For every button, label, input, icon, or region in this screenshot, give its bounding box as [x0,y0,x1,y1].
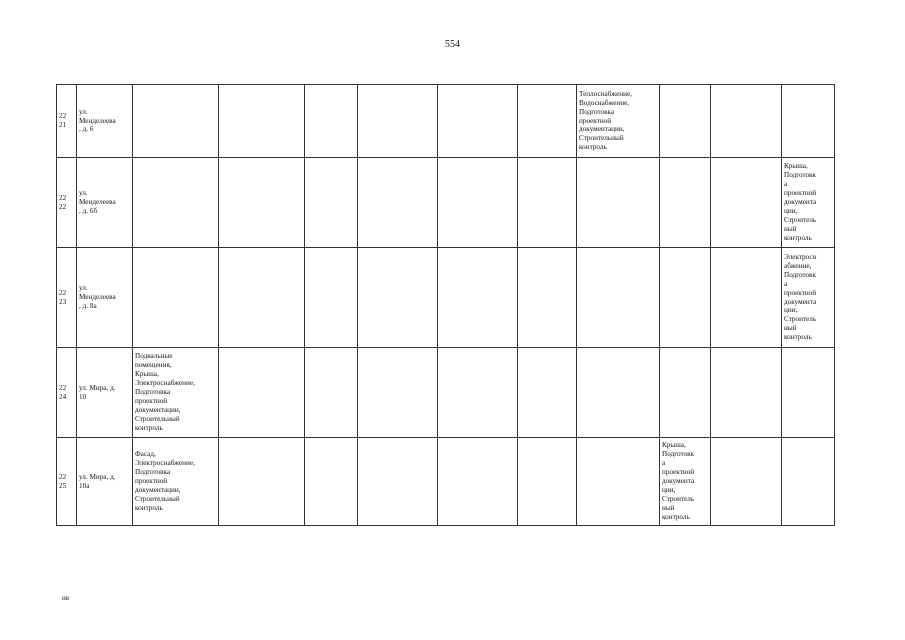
cell-line: Электросн [784,252,817,261]
work-cell [711,158,782,248]
row-number-cell [57,85,77,158]
cell-line: Крыша, [662,441,686,450]
table-row [57,348,835,438]
cell-line: контроль [784,333,812,342]
work-cell [518,85,577,158]
table-row [57,438,835,526]
work-cell [305,438,358,526]
cell-line: ул. [79,189,88,198]
work-cell [305,248,358,348]
cell-line: контроль [579,143,607,152]
cell-line: Подготовк [784,171,817,180]
cell-line: проектной [579,116,612,125]
cell-line: документации, [579,125,625,134]
cell-line: 22 [59,472,67,481]
address-cell [77,85,133,158]
cell-line: Подготовка [135,388,171,397]
table-row [57,248,835,348]
work-cell [438,348,518,438]
cell-line: Электроснабжение, [135,459,195,468]
cell-line: помещения, [135,361,172,370]
cell-line: 25 [59,481,67,490]
work-cell [358,438,438,526]
table-row [57,158,835,248]
work-cell [782,438,835,526]
cell-line: Подвальные [135,352,173,361]
cell-line: 22 [59,288,67,297]
cell-line: 10а [79,481,90,490]
cell-line: контроль [784,233,812,242]
work-cell [358,158,438,248]
cell-line: 24 [59,392,67,401]
cell-line: Строительный [135,414,180,423]
cell-line: Водоснабжение, [579,98,630,107]
cell-line: проектной [135,396,168,405]
address-cell [77,438,133,526]
cell-line: Подготовка [135,468,171,477]
work-cell [782,248,835,348]
work-cell [133,438,219,526]
work-cell [133,348,219,438]
work-cell [219,248,305,348]
work-cell [219,158,305,248]
cell-line: ции, [784,306,798,315]
work-cell [438,248,518,348]
work-cell [711,85,782,158]
work-cell [660,158,711,248]
cell-line: Менделеева [79,293,116,302]
cell-line: Теплоснабжение, [579,89,632,98]
work-cell [518,158,577,248]
cell-line: ции, [784,206,798,215]
row-number-cell [57,248,77,348]
cell-line: Строительный [135,494,180,503]
work-cell [660,248,711,348]
cell-line: , д. 8а [79,301,97,310]
cell-line: а [784,279,788,288]
cell-line: ул. [79,107,88,116]
cell-line: а [784,180,788,189]
address-cell [77,348,133,438]
cell-line: 10 [79,392,87,401]
cell-line: Менделеева [79,116,116,125]
cell-line: 22 [59,202,67,211]
work-cell [518,438,577,526]
page-number: 554 [445,39,460,50]
cell-line: проектной [135,477,168,486]
work-cell [711,348,782,438]
work-cell [358,248,438,348]
cell-line: документа [662,477,695,486]
repair-schedule-table [56,84,835,526]
work-cell [782,85,835,158]
work-cell [577,348,660,438]
work-cell [782,348,835,438]
work-cell [577,438,660,526]
cell-line: Подготовк [662,450,695,459]
cell-line: 21 [59,121,67,129]
cell-line: 23 [59,297,67,306]
address-cell [77,248,133,348]
work-cell [133,248,219,348]
cell-line: а [662,459,666,468]
cell-line: Строительный [579,134,624,143]
cell-line: Менделеева [79,198,116,207]
table-body [57,85,835,526]
cell-line: документа [784,297,817,306]
work-cell [438,85,518,158]
cell-line: документации, [135,485,181,494]
work-cell [518,248,577,348]
work-cell [219,348,305,438]
work-cell [782,158,835,248]
footer-mark: нв [62,594,70,602]
cell-line: Строитель [784,215,817,224]
work-cell [305,158,358,248]
cell-line: абжение, [784,261,812,270]
work-cell [711,438,782,526]
cell-line: контроль [135,423,163,432]
table-row [57,85,835,158]
work-cell [219,85,305,158]
cell-line: документации, [135,405,181,414]
cell-line: 22 [59,112,67,121]
cell-line: Строитель [784,315,817,324]
cell-line: ул. Мира, д. [79,472,116,481]
work-cell [438,158,518,248]
cell-line: Электроснабжение, [135,379,195,388]
work-cell [660,438,711,526]
address-cell [77,158,133,248]
cell-line: документа [784,198,817,207]
cell-line: ул. [79,284,88,293]
cell-line: контроль [135,503,163,512]
cell-line: Фасад, [135,450,156,459]
cell-line: ный [784,224,797,233]
row-number-cell [57,158,77,248]
cell-line: 22 [59,193,67,202]
work-cell [133,85,219,158]
work-cell [305,85,358,158]
cell-line: Крыша, [784,162,808,171]
row-number-cell [57,438,77,526]
cell-line: контроль [662,512,690,521]
work-cell [133,158,219,248]
work-cell [219,438,305,526]
cell-line: Подготовк [784,270,817,279]
cell-line: , д. 6 [79,125,94,134]
work-cell [660,85,711,158]
cell-line: Строитель [662,494,695,503]
cell-line: ный [662,503,675,512]
work-cell [518,348,577,438]
work-cell [711,248,782,348]
cell-line: проектной [784,288,817,297]
work-cell [358,348,438,438]
cell-line: ный [784,324,797,333]
work-cell [305,348,358,438]
cell-line: ул. Мира, д. [79,383,116,392]
cell-line: Крыша, [135,370,159,379]
work-cell [660,348,711,438]
cell-line: проектной [662,468,695,477]
work-cell [577,85,660,158]
cell-line: ции, [662,485,676,494]
work-cell [577,248,660,348]
cell-line: Подготовка [579,107,615,116]
work-cell [438,438,518,526]
row-number-cell [57,348,77,438]
work-cell [577,158,660,248]
cell-line: , д. 6б [79,206,98,215]
cell-line: проектной [784,189,817,198]
cell-line: 22 [59,383,67,392]
work-cell [358,85,438,158]
